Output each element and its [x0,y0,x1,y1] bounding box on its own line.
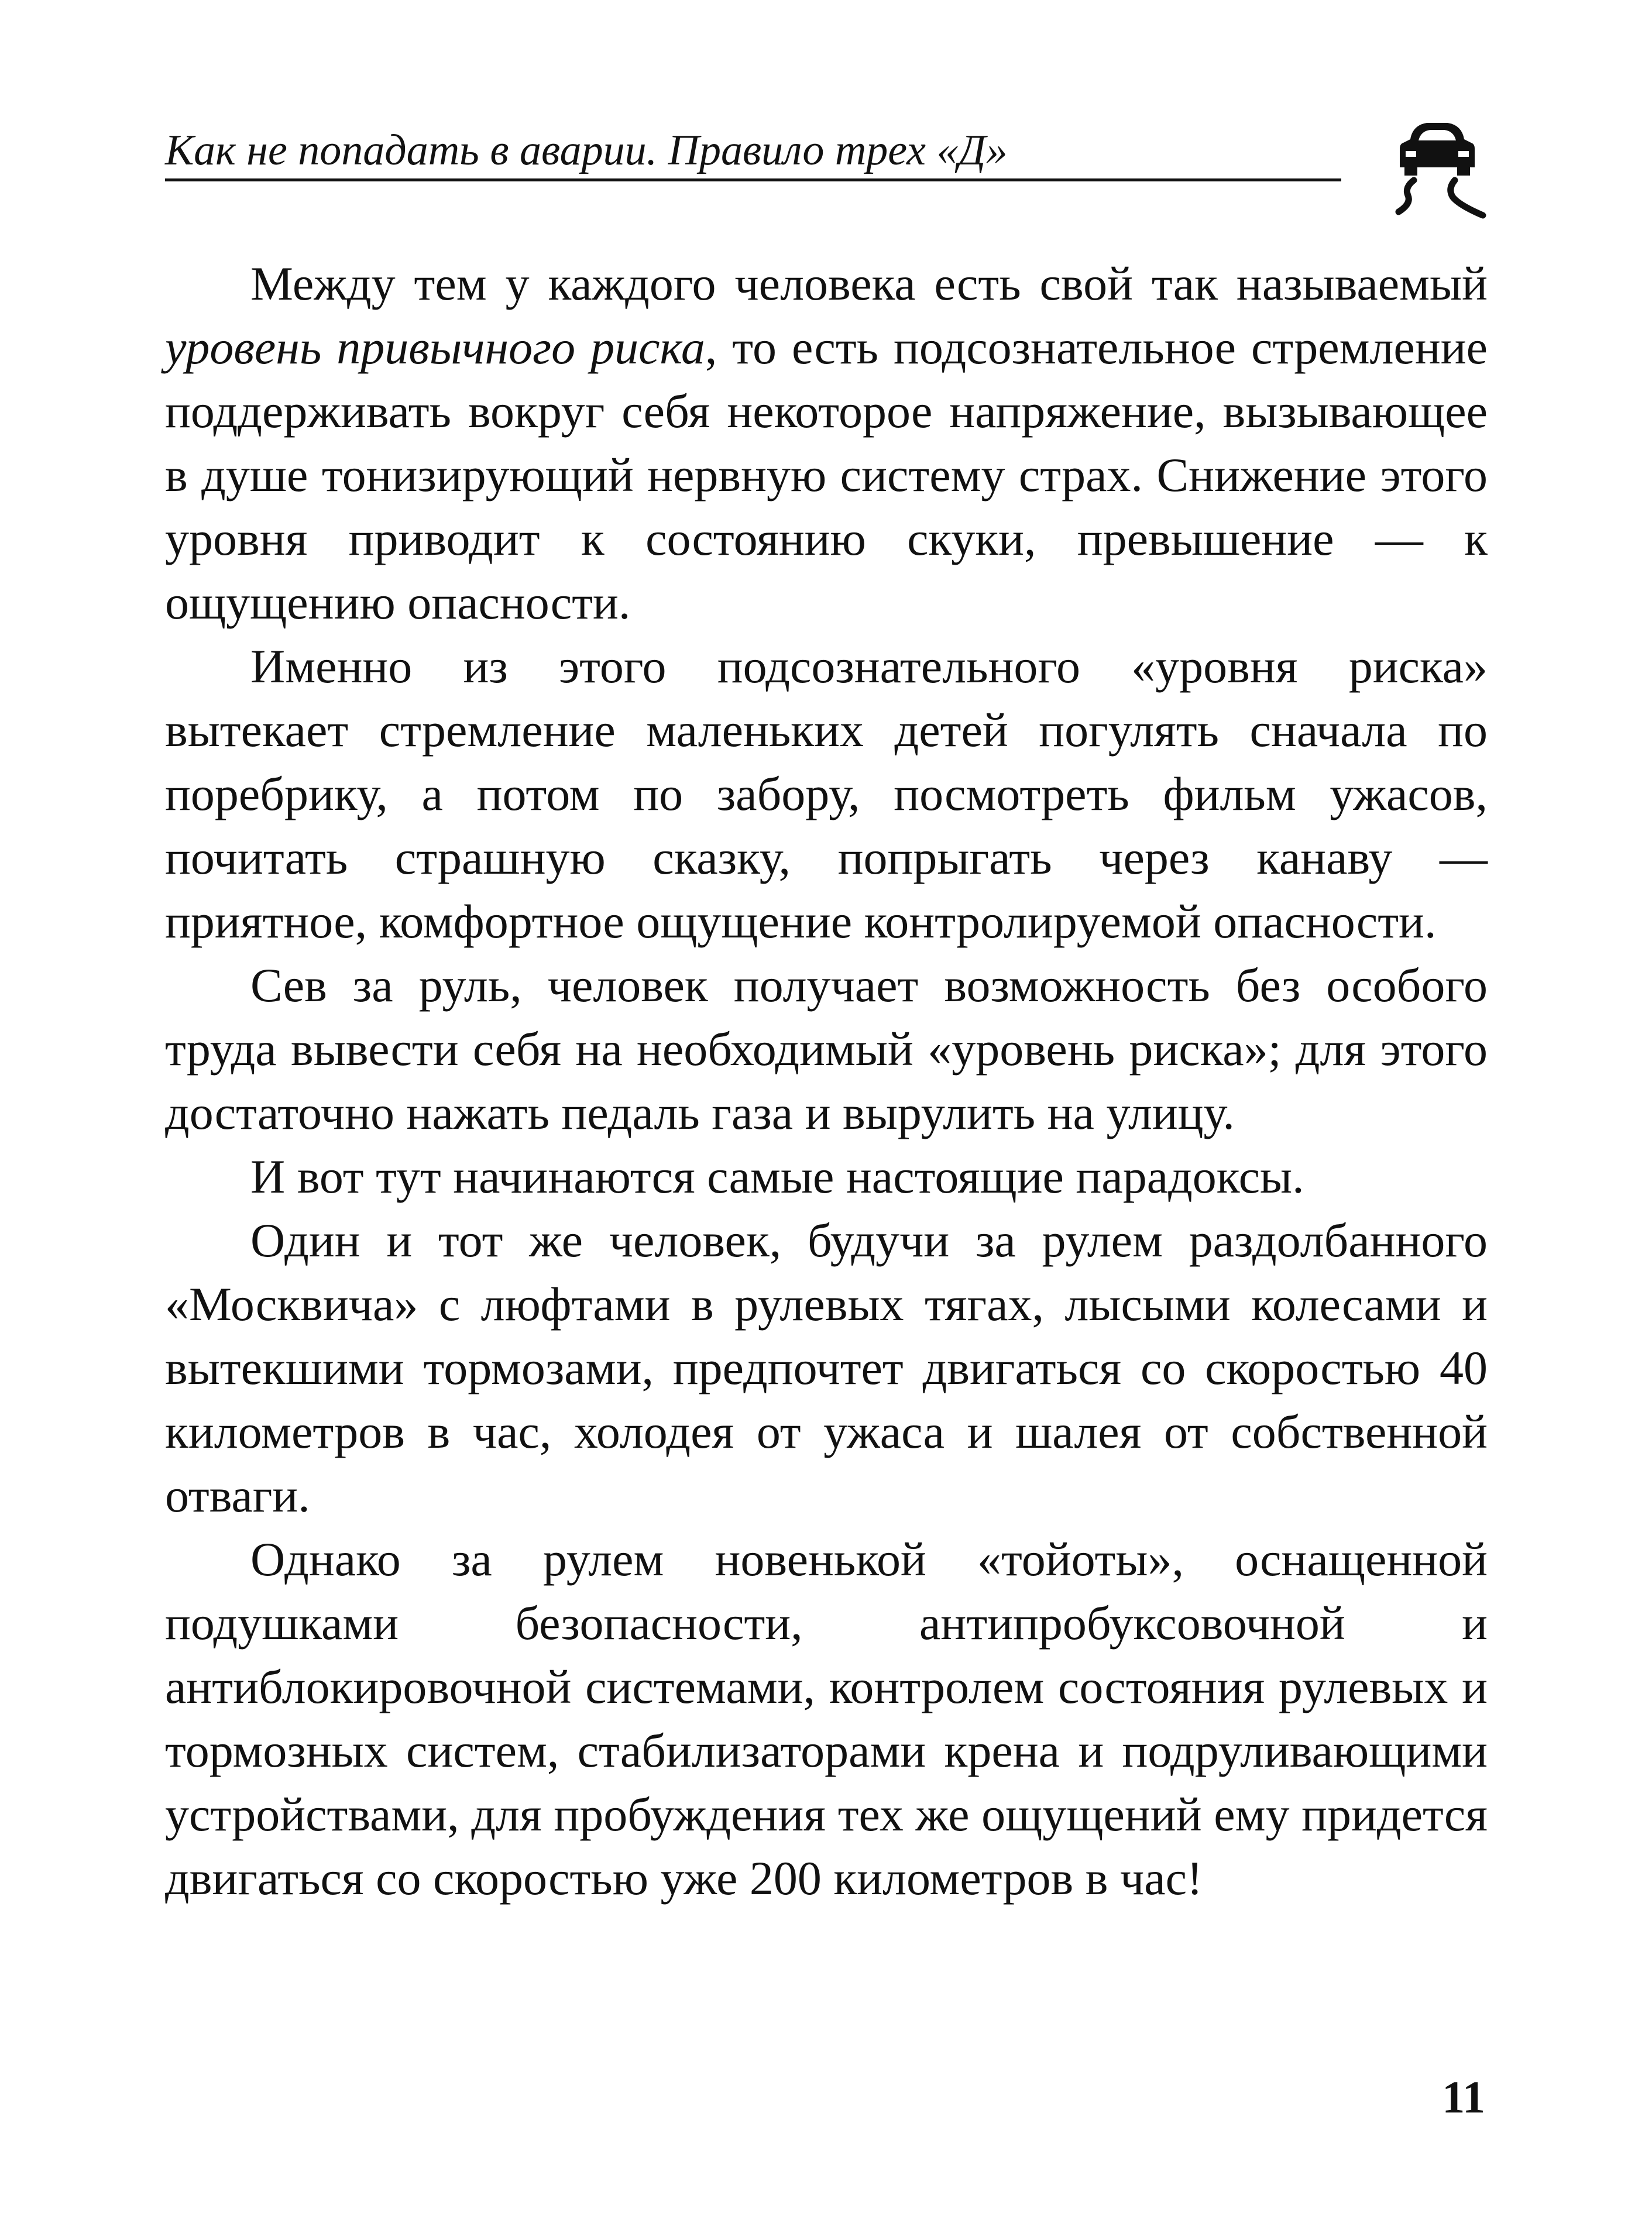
running-head: Как не попадать в аварии. Правило трех «Д» [165,126,1008,174]
paragraph: И вот тут начинаются самые настоящие парадоксы. [250,1150,1304,1203]
paragraph: Именно из этого подсознательного «уровня риска» вытекает стремление маленьких детей погулять сначала по поребрику, а потом по забору, посмотреть фильм ужасов, почитать страшную сказку, попрыгать через канаву — приятное, комфортное ощущение контролируемой опасности. [165,640,1488,948]
header-rule [165,178,1341,181]
body-text [165,252,1488,1910]
page-number: 11 [1442,2072,1485,2122]
page-header [165,111,1341,181]
skidding-car-icon [1387,117,1486,222]
paragraph: Сев за руль, человек получает возможность без особого труда вывести себя на необходимый «уровень риска»; для этого достаточно нажать педаль газа и вырулить на улицу. [165,959,1488,1139]
paragraph: Один и тот же человек, будучи за рулем раздолбанного «Москвича» с люфтами в рулевых тягах, лысыми колесами и вытекшими тормозами, предпочтет двигаться со скоростью 40 километров в час, холодея от ужаса и шалея от собственной отваги. [165,1214,1488,1522]
paragraph: Между тем у каждого человека есть свой так называемый уровень привычного риска, то есть подсознательное стремление поддерживать вокруг себя некоторое напряжение, вызывающее в душе тонизирующий нервную систему страх. Снижение этого уровня приводит к состоянию скуки, превышение — к ощущению опасности. [165,257,1488,629]
emphasized-term: уровень привычного риска [165,321,705,374]
paragraph: Однако за рулем новенькой «тойоты», оснащенной подушками безопасности, антипробуксовочной и антиблокировочной системами, контролем состояния рулевых и тормозных систем, стабилизаторами крена и подруливающими устройствами, для пробуждения тех же ощущений ему придется двигаться со скоростью уже 200 километров в час! [165,1533,1488,1905]
